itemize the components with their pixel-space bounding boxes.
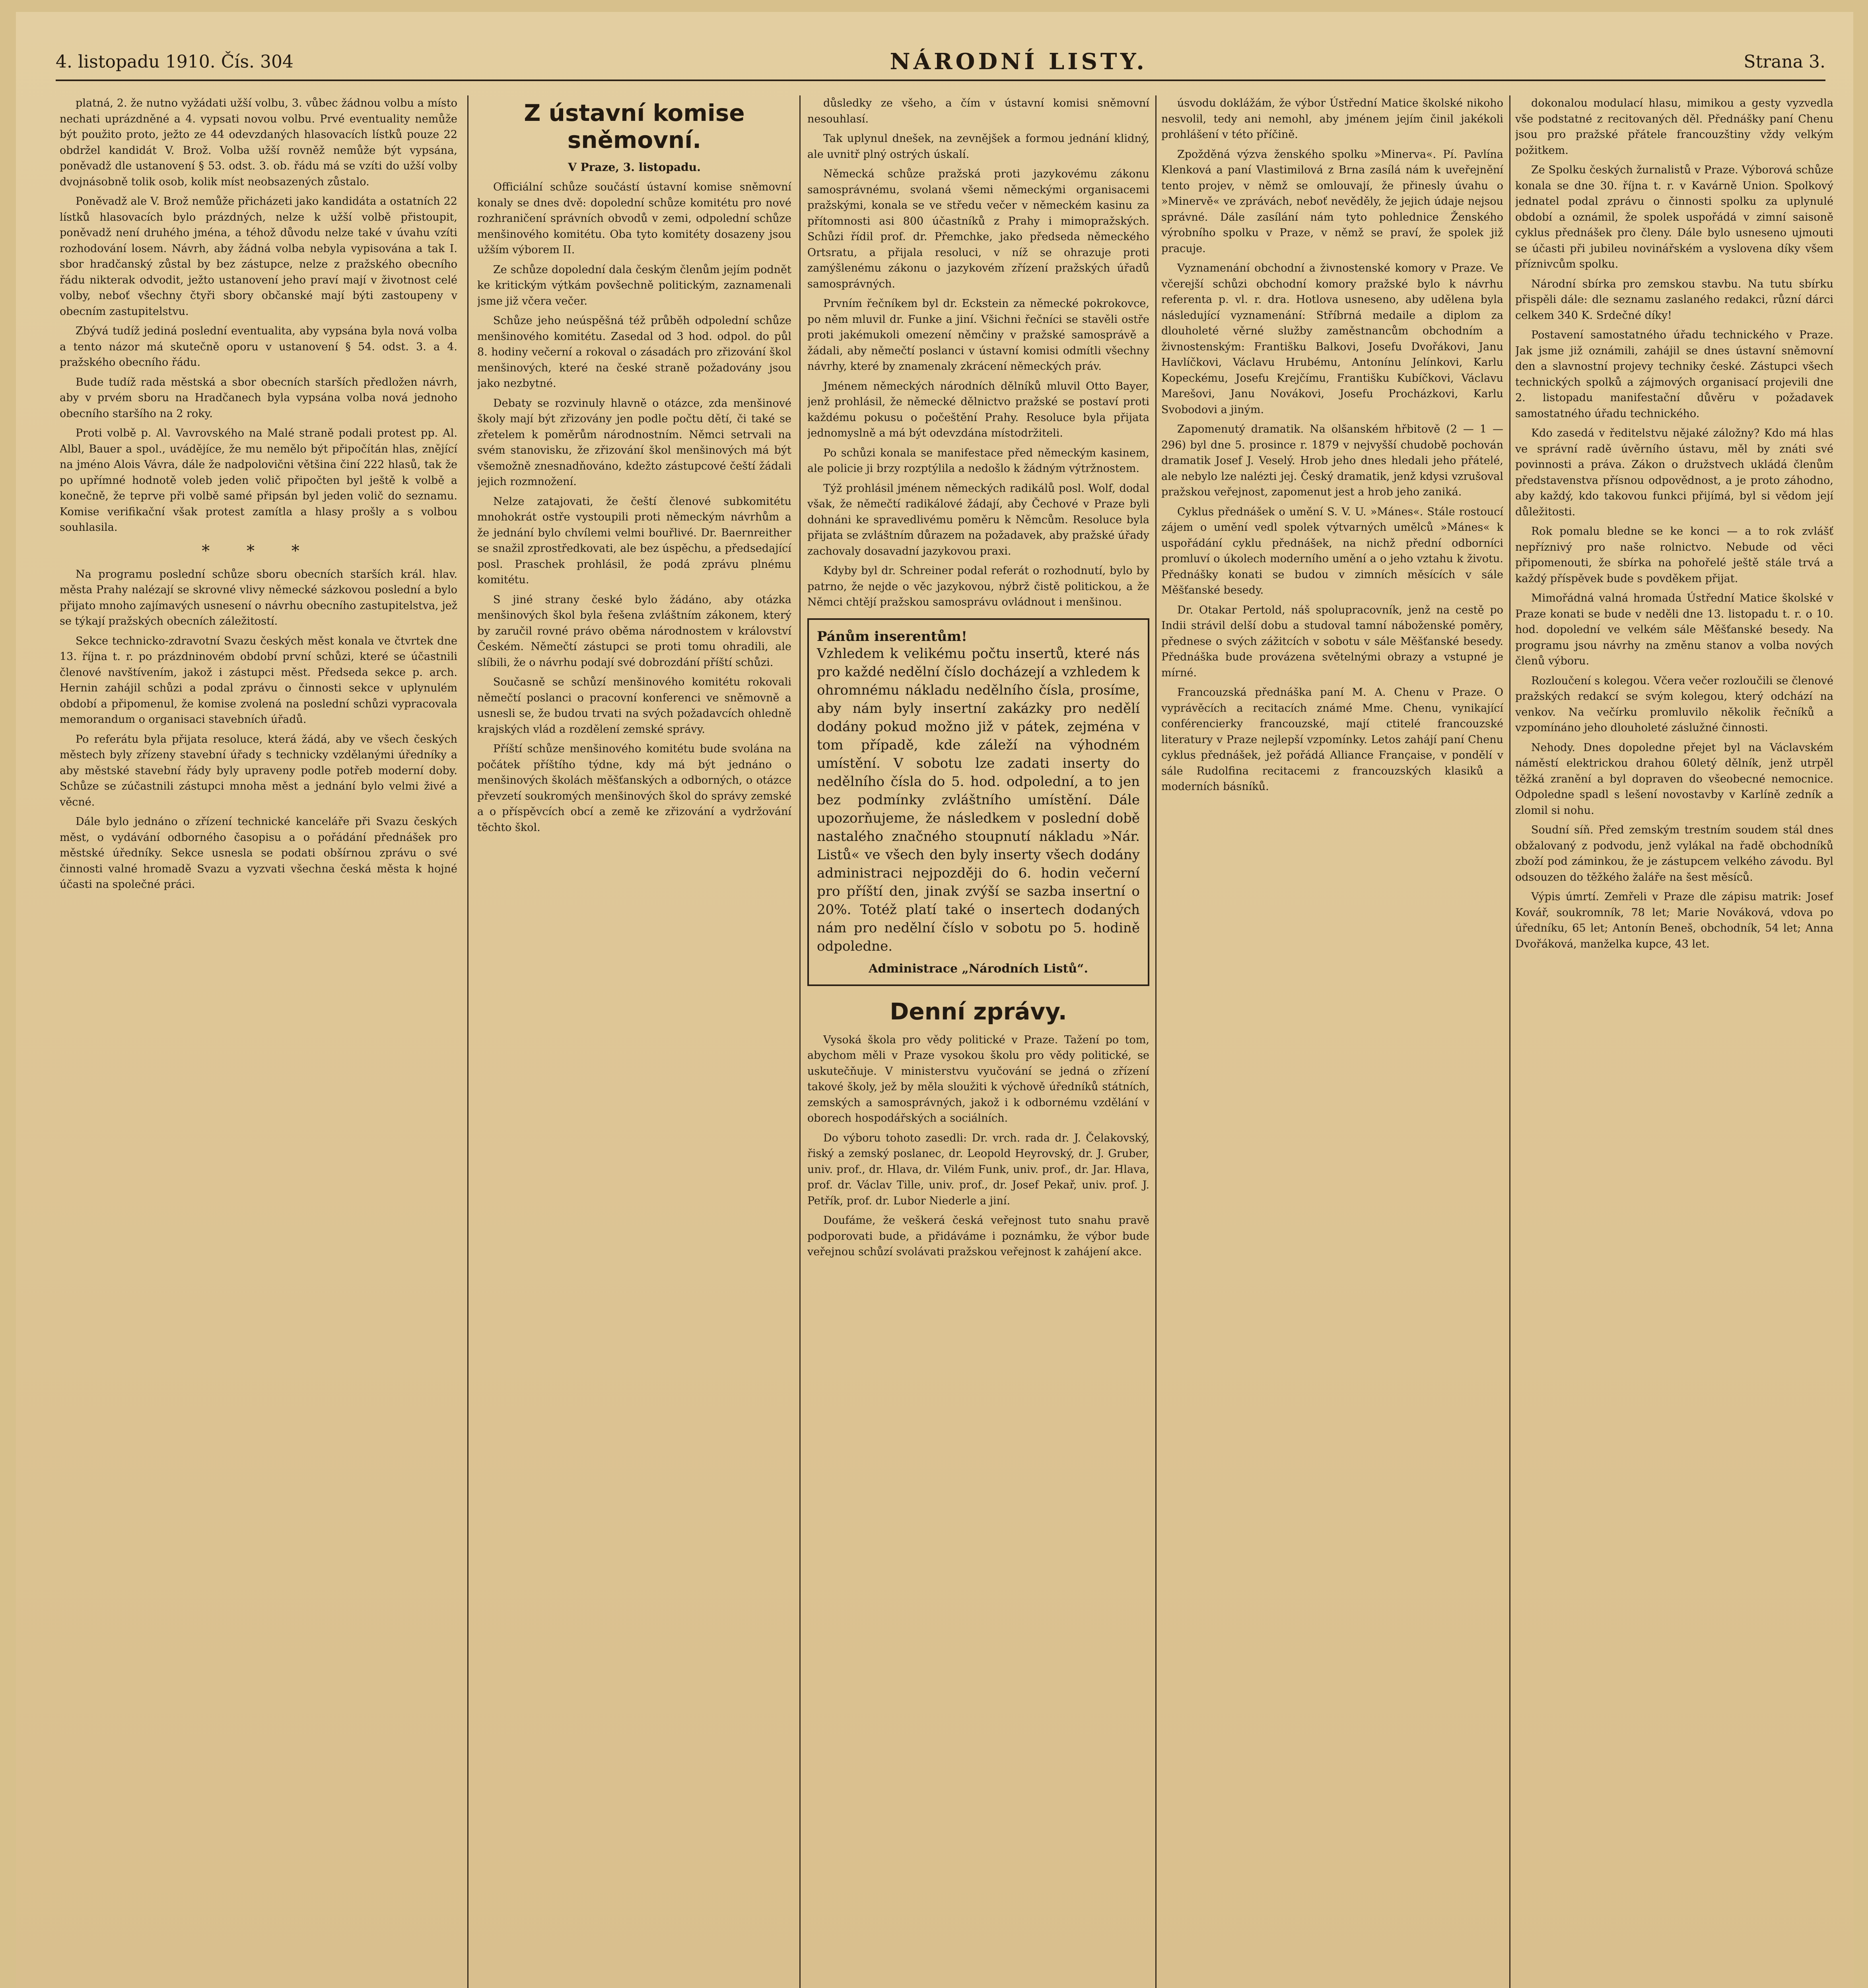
- section-headline: Denní zprávy.: [890, 998, 1067, 1025]
- notice-to-advertisers: [807, 618, 1149, 986]
- notice-body: Vzhledem k velikému počtu insertů, které nás pro každé nedělní číslo docházejí a vzhledem k ohromnému nákladu nedělního čísla, prosíme, aby nám byly insertní zakázky pro nedělí dodány pokud možno již v pátek, zejména v tom případě, kde záleží na výhodném umístění. V sobotu lze zadati inserty do nedělního čísla do 5. hod. odpolední, a to jen bez podmínky zvláštního umístění. Dále upozorňujeme, že následkem v poslední době nastalého značného stoupnutí nákladu »Nár. Listů« ve všech den byly inserty všech dodány administraci nejpozději do 6. hodin večerní pro příští den, jinak zvýší se sazba insertní o 20%. Totéž platí také o insertech dodaných nám pro nedělní číslo v sobotu po 5. hodině odpoledne.: [817, 645, 1140, 954]
- article-paragraph: Rok pomalu bledne se ke konci — a to rok zvlášť nepříznivý pro naše rolnictvo. Nebude od věci připomenouti, že sbírka na pohořelé ještě stále trvá a každý příspěvek bude s povděkem přijat.: [1515, 525, 1833, 585]
- article-headline: Z ústavní komise sněmovní.: [524, 99, 745, 153]
- column-1: [60, 95, 457, 1988]
- column-4: [1161, 95, 1503, 1988]
- article-paragraph: Cyklus přednášek o umění S. V. U. »Mánes«. Stále rostoucí zájem o umění vedl spolek výtvarných umělců »Mánes« k uspořádání cyklu přednášek, na nichž přední odborníci promluví o úkolech moderního umění a o jeho vztahu k životu. Přednášky konati se budou v zimních měsících v sále Měšťanské besedy.: [1161, 505, 1503, 596]
- page-number: Strana 3.: [1744, 51, 1825, 72]
- article-paragraph: Proti volbě p. Al. Vavrovského na Malé straně podali protest pp. Al. Albl, Bauer a spol., uvádějíce, že mu nemělo být připočítán hlas, znějící na jméno Alois Vávra, dále že nadpolovični většina činí 222 hlasů, tak že po upřímné hodnotě voleb jeden volič připočten byl ještě k volbě a konečně, že teprve při volbě samé připsán byl jeden volič do seznamu. Komise verifikační však protest zamítla a hlasy prošly a s volbou souhlasila.: [60, 427, 457, 534]
- article-paragraph: Prvním řečníkem byl dr. Eckstein za německé pokrokovce, po něm mluvil dr. Funke a jiní. Všichni řečníci se stavěli ostře proti jakémukoli omezení němčiny v pražské samosprávě a žádali, aby němečtí poslanci v ústavní komisi odmítli všechny návrhy, které by znamenaly zkrácení německých práv.: [807, 297, 1149, 373]
- article-paragraph: Poněvadž ale V. Brož nemůže přicházeti jako kandidáta a ostatních 22 lístků hlasovacích bylo prázdných, nelze k užší volbě přistoupit, poněvadž není druhého jména, a téhož důvodu nelze také v úvahu vzíti rozhodování losem. Návrh, aby žádná volba nebyla vypisována a tak I. sbor hradčanský zůstal by bez zástupce, nelze z pražského obecního řádu nikterak odvodit, ježto ustanovení jeho praví mají v životnost celé volby, neboť všechny čtyři sbory občanské mají býti zastoupeny v obecním zastupitelstvu.: [60, 195, 457, 318]
- article-paragraph: dokonalou modulací hlasu, mimikou a gesty vyzvedla vše podstatné z recitovaných děl. Přednášky paní Chenu jsou pro pražské přátele francouzštiny vždy velkým požitkem.: [1515, 97, 1833, 157]
- article-paragraph: Vyznamenání obchodní a živnostenské komory v Praze. Ve včerejší schůzi obchodní komory pražské bylo k návrhu referenta p. vl. r. dra. Hotlova usneseno, aby udělena byla následující vyznamenání: Stříbrná medaile a diplom za dlouholeté věrné služby zaměstnancům obchodním a živnostenským: Františku Balkovi, Josefu Dvořákovi, Janu Havlíčkovi, Václavu Hrubému, Antonínu Jelínkovi, Karlu Kopeckému, Josefu Krejčímu, Františku Kubíčkovi, Václavu Marešovi, Janu Novákovi, Josefu Procházkovi, Karlu Svobodovi a jiným.: [1161, 262, 1503, 416]
- column-rule: [799, 95, 801, 1988]
- article-paragraph: Postavení samostatného úřadu technického v Praze. Jak jsme již oznámili, zahájil se dnes ústavní sněmovní den a slavnostní projevy techniky české. Zástupci všech technických spolků a zájmových organisací projevili dne 2. listopadu manifestační důvěru v požadavek samostatného úřadu technického.: [1515, 329, 1833, 420]
- article-paragraph: Nehody. Dnes dopoledne přejet byl na Václavském náměstí elektrickou drahou 60letý dělník, jenž utrpěl těžká zranění a byl dopraven do všeobecné nemocnice. Odpoledne spadl s lešení novostavby v Karlíně zedník a zlomil si nohu.: [1515, 741, 1833, 817]
- article-paragraph: důsledky ze všeho, a čím v ústavní komisi sněmovní nesouhlasí.: [807, 97, 1149, 125]
- article-paragraph: Sekce technicko-zdravotní Svazu českých měst konala ve čtvrtek dne 13. října t. r. po prázdninovém období první schůzi, které se účastnili členové navštívením, jakož i zástupci měst. Předseda sekce p. arch. Hernin zahájil schůzi a podal zprávu o činnosti sekce v uplynulém období a připomenul, že komise zvolená na poslední schůzi vypracovala memorandum o organisaci stavebních úřadů.: [60, 635, 457, 726]
- article-dateline: V Praze, 3. listopadu.: [568, 161, 701, 174]
- article-paragraph: Francouzská přednáška paní M. A. Chenu v Praze. O vyprávěcích a recitacích známé Mme. Chenu, vynikající conférencierky francouzské, mají ctitelé francouzské literatury v Praze nejlepší vzpomínky. Letos zahájí paní Chenu cyklus přednášek, jež pořádá Alliance Française, v pondělí v sále Rudolfina recitacemi z francouzských klasiků a moderních básníků.: [1161, 686, 1503, 793]
- article-paragraph: Ze Spolku českých žurnalistů v Praze. Výborová schůze konala se dne 30. října t. r. v Kavárně Union. Spolkový jednatel podal zprávu o činnosti spolku za uplynulé období a oznámil, že spolek uspořádá v zimní saisoně cyklus přednášek pro členy. Dále bylo usneseno ujmouti se účasti při jubileu novinářském a vyslovena díky všem příznivcům spolku.: [1515, 164, 1833, 270]
- notice-title: Pánům inserentům!: [817, 628, 967, 645]
- article-paragraph: Po referátu byla přijata resoluce, která žádá, aby ve všech českých městech byly zřízeny stavební úřady s technicky vzdělanými úředníky a aby městské stavební řády byly upraveny podle potřeb moderní doby. Schůze se zúčastnili zástupci mnoha měst a jednání bylo velmi živé a věcné.: [60, 733, 457, 808]
- article-paragraph: Jménem německých národních dělníků mluvil Otto Bayer, jenž prohlásil, že německé dělnictvo pražské se postaví proti každému pokusu o počeštění Prahy. Resoluce byla přijata jednomyslně a má být odevzdána místodržiteli.: [807, 380, 1149, 439]
- article-paragraph: Současně se schůzí menšinového komitétu rokovali němečtí poslanci o pracovní konferenci ve sněmovně a usnesli se, že budou trvati na svých požadavcích ohledně krajských vlád a rozdělení zemské správy.: [477, 676, 791, 736]
- article-paragraph: Vysoká škola pro vědy politické v Praze. Tažení po tom, abychom měli v Praze vysokou školu pro vědy politické, se uskutečňuje. V ministerstvu vyučování se jedná o zřízení takové školy, jež by měla sloužiti k výchově úředníků státních, zemských a samosprávných, jakož i k odbornému vzdělání v oborech hospodářských a sociálních.: [807, 1033, 1149, 1124]
- column-5: [1515, 95, 1833, 1988]
- column-rule: [1155, 95, 1157, 1988]
- article-paragraph: Kdyby byl dr. Schreiner podal referát o rozhodnutí, bylo by patrno, že nejde o věc jazykovou, nýbrž čistě politickou, a že Němci chtějí pražskou samosprávu ovládnout i menšinou.: [807, 565, 1149, 608]
- article-paragraph: Dále bylo jednáno o zřízení technické kanceláře při Svazu českých měst, o vydávání odborného časopisu a o pořádání přednášek pro městské úředníky. Sekce usnesla se podati obšírnou zprávu o své činnosti valné hromadě Svazu a vyzvati všechna česká města k hojné účasti na společné práci.: [60, 815, 457, 891]
- article-paragraph: Výpis úmrtí. Zemřeli v Praze dle zápisu matrik: Josef Kovář, soukromník, 78 let; Marie Nováková, vdova po úředníku, 65 let; Antonín Beneš, obchodník, 54 let; Anna Dvořáková, manželka kupce, 43 let.: [1515, 891, 1833, 950]
- article-paragraph: Rozloučení s kolegou. Včera večer rozloučili se členové pražských redakcí se svým kolegou, který odchází na venkov. Na večírku promluvilo několik řečníků a vzpomínáno jeho dlouholeté záslužné činnosti.: [1515, 674, 1833, 734]
- article-paragraph: Officiální schůze součástí ústavní komise sněmovní konaly se dnes dvě: dopolední schůze komitétu pro nové rozhraničení správních obvodů v zemi, odpolední schůze menšinového komitétu. Oba tyto komitéty dosazeny jsou užším výborem II.: [477, 181, 791, 256]
- article-paragraph: Kdo zasedá v ředitelstvu nějaké záložny? Kdo má hlas ve správní radě úvěrního ústavu, měl by znáti své povinnosti a práva. Zákon o družstvech ukládá členům představenstva přísnou odpovědnost, a je proto záhodno, aby každý, kdo takovou funkci přijímá, byl si vědom její důležitosti.: [1515, 427, 1833, 518]
- article-paragraph: Doufáme, že veškerá česká veřejnost tuto snahu pravě podporovati bude, a přidáváme i poznámku, že výbor bude veřejnou schůzí svolávati pražskou veřejnost k zahájení akce.: [807, 1214, 1149, 1258]
- column-2: [477, 95, 791, 1988]
- article-paragraph: Zbývá tudíž jediná poslední eventualita, aby vypsána byla nová volba a tento názor má skutečně oporu v ustanovení § 54. odst. 3. a 4. pražského obecního řádu.: [60, 325, 457, 369]
- notice-signature: Administrace „Národních Listů“.: [869, 961, 1088, 976]
- article-paragraph: Dr. Otakar Pertold, náš spolupracovník, jenž na cestě po Indii strávil delší dobu a studoval tamní náboženské poměry, přednese o svých zážitcích v sobotu v sále Měšťanské besedy. Přednáška bude provázena světelnými obrazy a vstupné je mírné.: [1161, 604, 1503, 679]
- article-paragraph: Soudní síň. Před zemským trestním soudem stál dnes obžalovaný z podvodu, jenž vylákal na řadě obchodníků zboží pod záminkou, že je zástupcem velkého závodu. Byl odsouzen do těžkého žaláře na šest měsíců.: [1515, 824, 1833, 883]
- article-paragraph: Bude tudíž rada městská a sbor obecních starších předložen návrh, aby v prvém sboru na Hradčanech byla vypsána volba nová jednoho obecního staršího na 2 roky.: [60, 376, 457, 420]
- issue-date: 4. listopadu 1910. Čís. 304: [56, 51, 294, 72]
- article-paragraph: úsvodu doklážám, že výbor Ústřední Matice školské nikoho nesvolil, tedy ani nemohl, aby jménem jejím činil jakékoli prohlášení v této příčině.: [1161, 97, 1503, 141]
- article-paragraph: Mimořádná valná hromada Ústřední Matice školské v Praze konati se bude v neděli dne 13. listopadu t. r. o 10. hod. dopolední ve velkém sále Měšťanské besedy. Na programu jsou návrhy na změnu stanov a volba nových členů výboru.: [1515, 592, 1833, 667]
- article-paragraph: Ze schůze dopolední dala českým členům jejím podnět ke kritickým výtkám povšechně politickým, zaznamenali jsme již včera večer.: [477, 263, 791, 307]
- article-paragraph: Do výboru tohoto zasedli: Dr. vrch. rada dr. J. Čelakovský, řiský a zemský poslanec, dr. Leopold Heyrovský, dr. J. Gruber, univ. prof., dr. Hlava, dr. Vilém Funk, univ. prof., dr. Jar. Hlava, prof. dr. Václav Tille, univ. prof., dr. Josef Pekař, univ. prof. J. Petřík, prof. dr. Lubor Niederle a jiní.: [807, 1132, 1149, 1207]
- article-paragraph: Příští schůze menšinového komitétu bude svolána na počátek příštího týdne, kdy má být jednáno o menšinových školách měšťanských a odborných, o otázce převzetí soukromých menšinových škol do správy zemské a o příspěvcích obcí a země ke zřizování a vydržování těchto škol.: [477, 743, 791, 834]
- section-separator: * * *: [202, 542, 315, 560]
- article-paragraph: Zapomenutý dramatik. Na olšanském hřbitově (2 — 1 — 296) byl dne 5. prosince r. 1879 v nejvyšší chudobě pochován dramatik Josef J. Veselý. Hrob jeho dnes hledali jeho přátelé, ale nebylo lze nalézti jej. Český dramatik, jenž kdysi vzrušoval pražskou veřejnost, zapomenut jest a hrob jeho zaniká.: [1161, 423, 1503, 498]
- masthead-title: NÁRODNÍ LISTY.: [890, 49, 1147, 75]
- newspaper-page: [16, 12, 1853, 1988]
- article-paragraph: Po schůzi konala se manifestace před německým kasinem, ale policie ji brzy rozptýlila a nedošlo k žádným výtržnostem.: [807, 447, 1149, 475]
- article-paragraph: Německá schůze pražská proti jazykovému zákonu samosprávnému, svolaná všemi německými organisacemi pražskými, konala se ve středu večer v německém kasinu za přítomnosti asi 800 účastníků z Prahy i mimopražských. Schůzi řídil prof. dr. Přemchke, jako předseda německého Ortsratu, a přijala resoluci, v níž se ohrazuje proti zamýšlenému zákonu o jazykovém zřízení pražských úřadů samosprávných.: [807, 168, 1149, 290]
- column-rule: [467, 95, 468, 1988]
- page-header: [56, 44, 1825, 81]
- article-paragraph: Zpožděná výzva ženského spolku »Minerva«. Pí. Pavlína Klenková a paní Vlastimilová z Brna zasílá nám k uveřejnění tento projev, v němž se omlouvají, že přinesly úvahu o »Minervě« ve zprávách, neboť nevěděly, že jejich údaje nejsou správné. Dále zasílání nám tyto pohlednice Ženského výrobního spolku v Praze, v němž se praví, že spolek již pracuje.: [1161, 148, 1503, 255]
- article-paragraph: Národní sbírka pro zemskou stavbu. Na tutu sbírku přispěli dále: dle seznamu zaslaného redakci, různí dárci celkem 340 K. Srdečné díky!: [1515, 278, 1833, 322]
- article-paragraph: Nelze zatajovati, že čeští členové subkomitétu mnohokrát ostře vystoupili proti německým návrhům a že jednání bylo chvílemi velmi bouřlivé. Dr. Baernreither se snažil zprostředkovati, ale bez úspěchu, a předsedající posl. Praschek prohlásil, že podá zprávu plnému komitétu.: [477, 495, 791, 586]
- article-paragraph: Týž prohlásil jménem německých radikálů posl. Wolf, dodal však, že němečtí radikálové žádají, aby Čechové v Praze byli dohnáni ke spravedlivému poměru k Němcům. Resoluce byla přijata se zvláštním důrazem na požadavek, aby pražské úřady zachovaly dosavadní jazykovou praxi.: [807, 482, 1149, 557]
- article-paragraph: Tak uplynul dnešek, na zevnějšek a formou jednání klidný, ale uvnitř plný ostrých úskalí.: [807, 132, 1149, 161]
- article-paragraph: Schůze jeho neúspěšná též průběh odpolední schůze menšinového komitétu. Zasedal od 3 hod. odpol. do půl 8. hodiny večerní a rokoval o zásadách pro zřizování škol menšinových, které na české straně požadovány jsou jako nezbytné.: [477, 315, 791, 390]
- article-paragraph: Debaty se rozvinuly hlavně o otázce, zda menšinové školy mají být zřizovány jen podle počtu dětí, či také se zřetelem k poměrům národnostním. Němci setrvali na svém stanovisku, že zřizování škol menšinových má být všemožně znesnadňováno, kdežto zástupcové čeští žádali jejich rozmnožení.: [477, 397, 791, 488]
- column-rule: [1509, 95, 1510, 1988]
- article-paragraph: Na programu poslední schůze sboru obecních starších král. hlav. města Prahy nalézají se skrovné vlivy německé sázkovou poslední a bylo přijato mnoho zajímavých usnesení o návrhu obecního zastupitelstva, jež se týkají pražských obecních záležitostí.: [60, 568, 457, 627]
- article-paragraph: platná, 2. že nutno vyžádati užší volbu, 3. vůbec žádnou volbu a místo nechati uprázdněné a 4. vypsati novou volbu. Prvé eventuality nemůže být použito proto, ježto ze 44 odevzdaných hlasovacích lístků pouze 22 obdržel kandidát V. Brož. Volba užší rovněž nemůže být vypsána, poněvadž dle ustanovení § 53. odst. 3. ob. řádu má se vzíti do užší volby dvojnásobně tolik osob, kolik míst neobsazených zůstalo.: [60, 97, 457, 188]
- article-paragraph: S jiné strany české bylo žádáno, aby otázka menšinových škol byla řešena zvláštním zákonem, který by zaručil rovné právo oběma národnostem v království Českém. Němečtí zástupci se proti tomu ohradili, ale slíbili, že o návrhu podají své dobrozdání příští schůzi.: [477, 593, 791, 669]
- column-3: [807, 95, 1149, 1988]
